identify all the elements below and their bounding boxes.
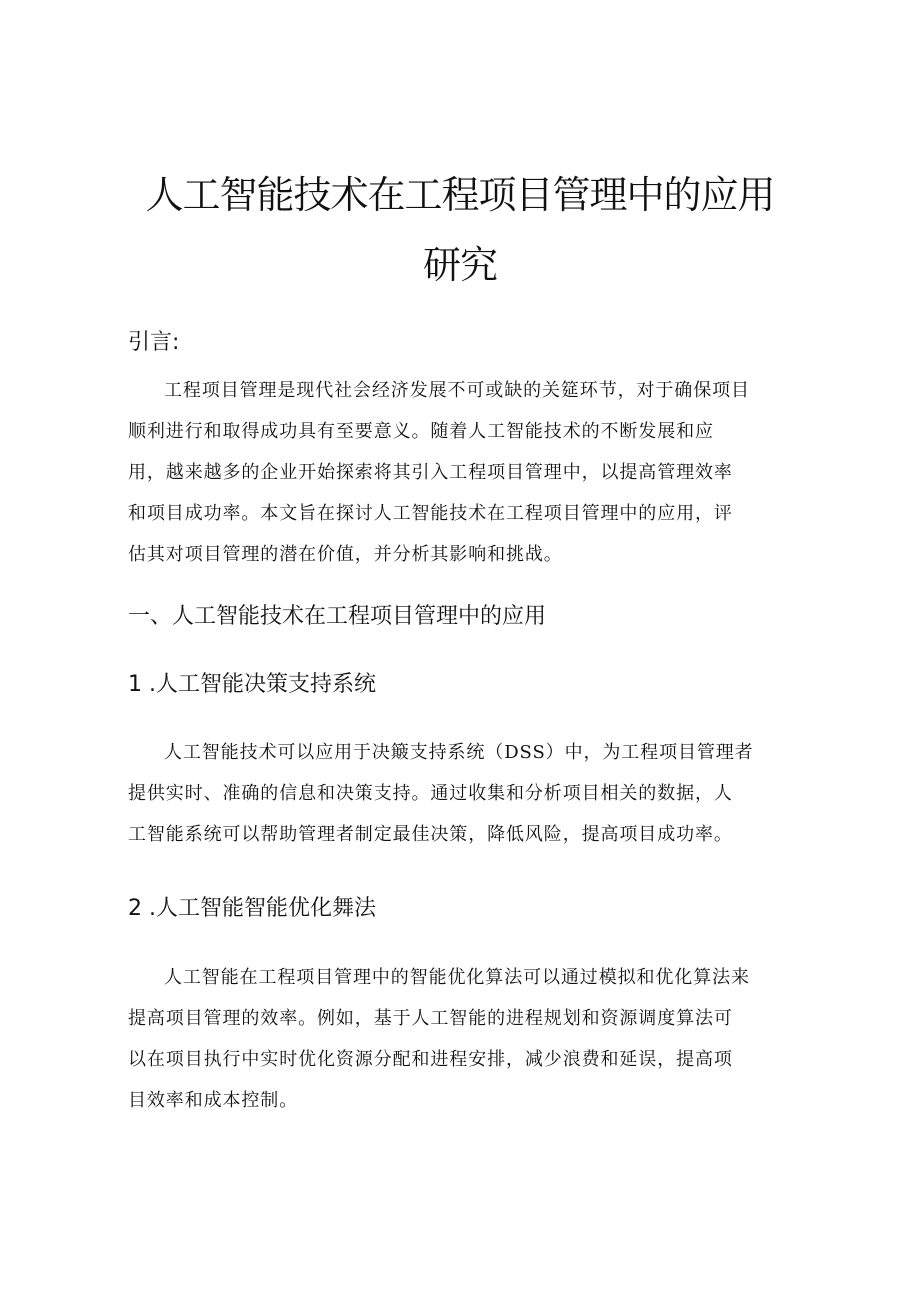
intro-heading: 引言:	[128, 330, 180, 355]
sub1-line: 工智能系统可以帮助管理者制定最佳决策，降低风险，提高项目成功率。	[128, 824, 733, 845]
sub2-line: 提高项目管理的效率。例如，基于人工智能的进程规划和资源调度算法可	[128, 1008, 733, 1029]
intro-line: 估其对项目管理的潜在价值，并分析其影响和挑战。	[128, 544, 563, 565]
document-title-line-2: 研究	[422, 243, 497, 287]
sub2-line: 目效率和成本控制。	[128, 1090, 299, 1111]
sub1-line: 人工智能技术可以应用于决簸支持系统（DSS）中，为工程项目管理者	[164, 742, 754, 763]
intro-line: 顺利进行和取得成功具有至要意义。随着人工智能技术的不断发展和应	[128, 421, 714, 442]
subsection-2-heading: 2 .人工智能智能优化舞法	[128, 896, 376, 921]
intro-line: 用，越来越多的企业开始探索将其引入工程项目管理中，以提高管理效率	[128, 462, 733, 483]
section-1-heading: 一、人工智能技术在工程项目管理中的应用	[128, 604, 547, 629]
subsection-1-heading: 1 .人工智能决策支持系统	[128, 672, 376, 697]
intro-line: 和项目成功率。本文旨在探讨人工智能技术在工程项目管理中的应用，评	[128, 503, 733, 524]
sub2-line: 人工智能在工程项目管理中的智能优化算法可以通过模拟和优化算法来	[164, 967, 750, 988]
intro-line: 工程项目管理是现代社会经济发展不可或缺的关筵环节，对于确保项目	[164, 380, 750, 401]
document-title-line-1: 人工智能技术在工程项目管理中的应用	[145, 173, 775, 217]
sub2-line: 以在项目执行中实时优化资源分配和进程安排，减少浪费和延误，提高项	[128, 1049, 733, 1070]
sub1-line: 提供实时、准确的信息和决策支持。通过收集和分析项目相关的数据，人	[128, 783, 733, 804]
